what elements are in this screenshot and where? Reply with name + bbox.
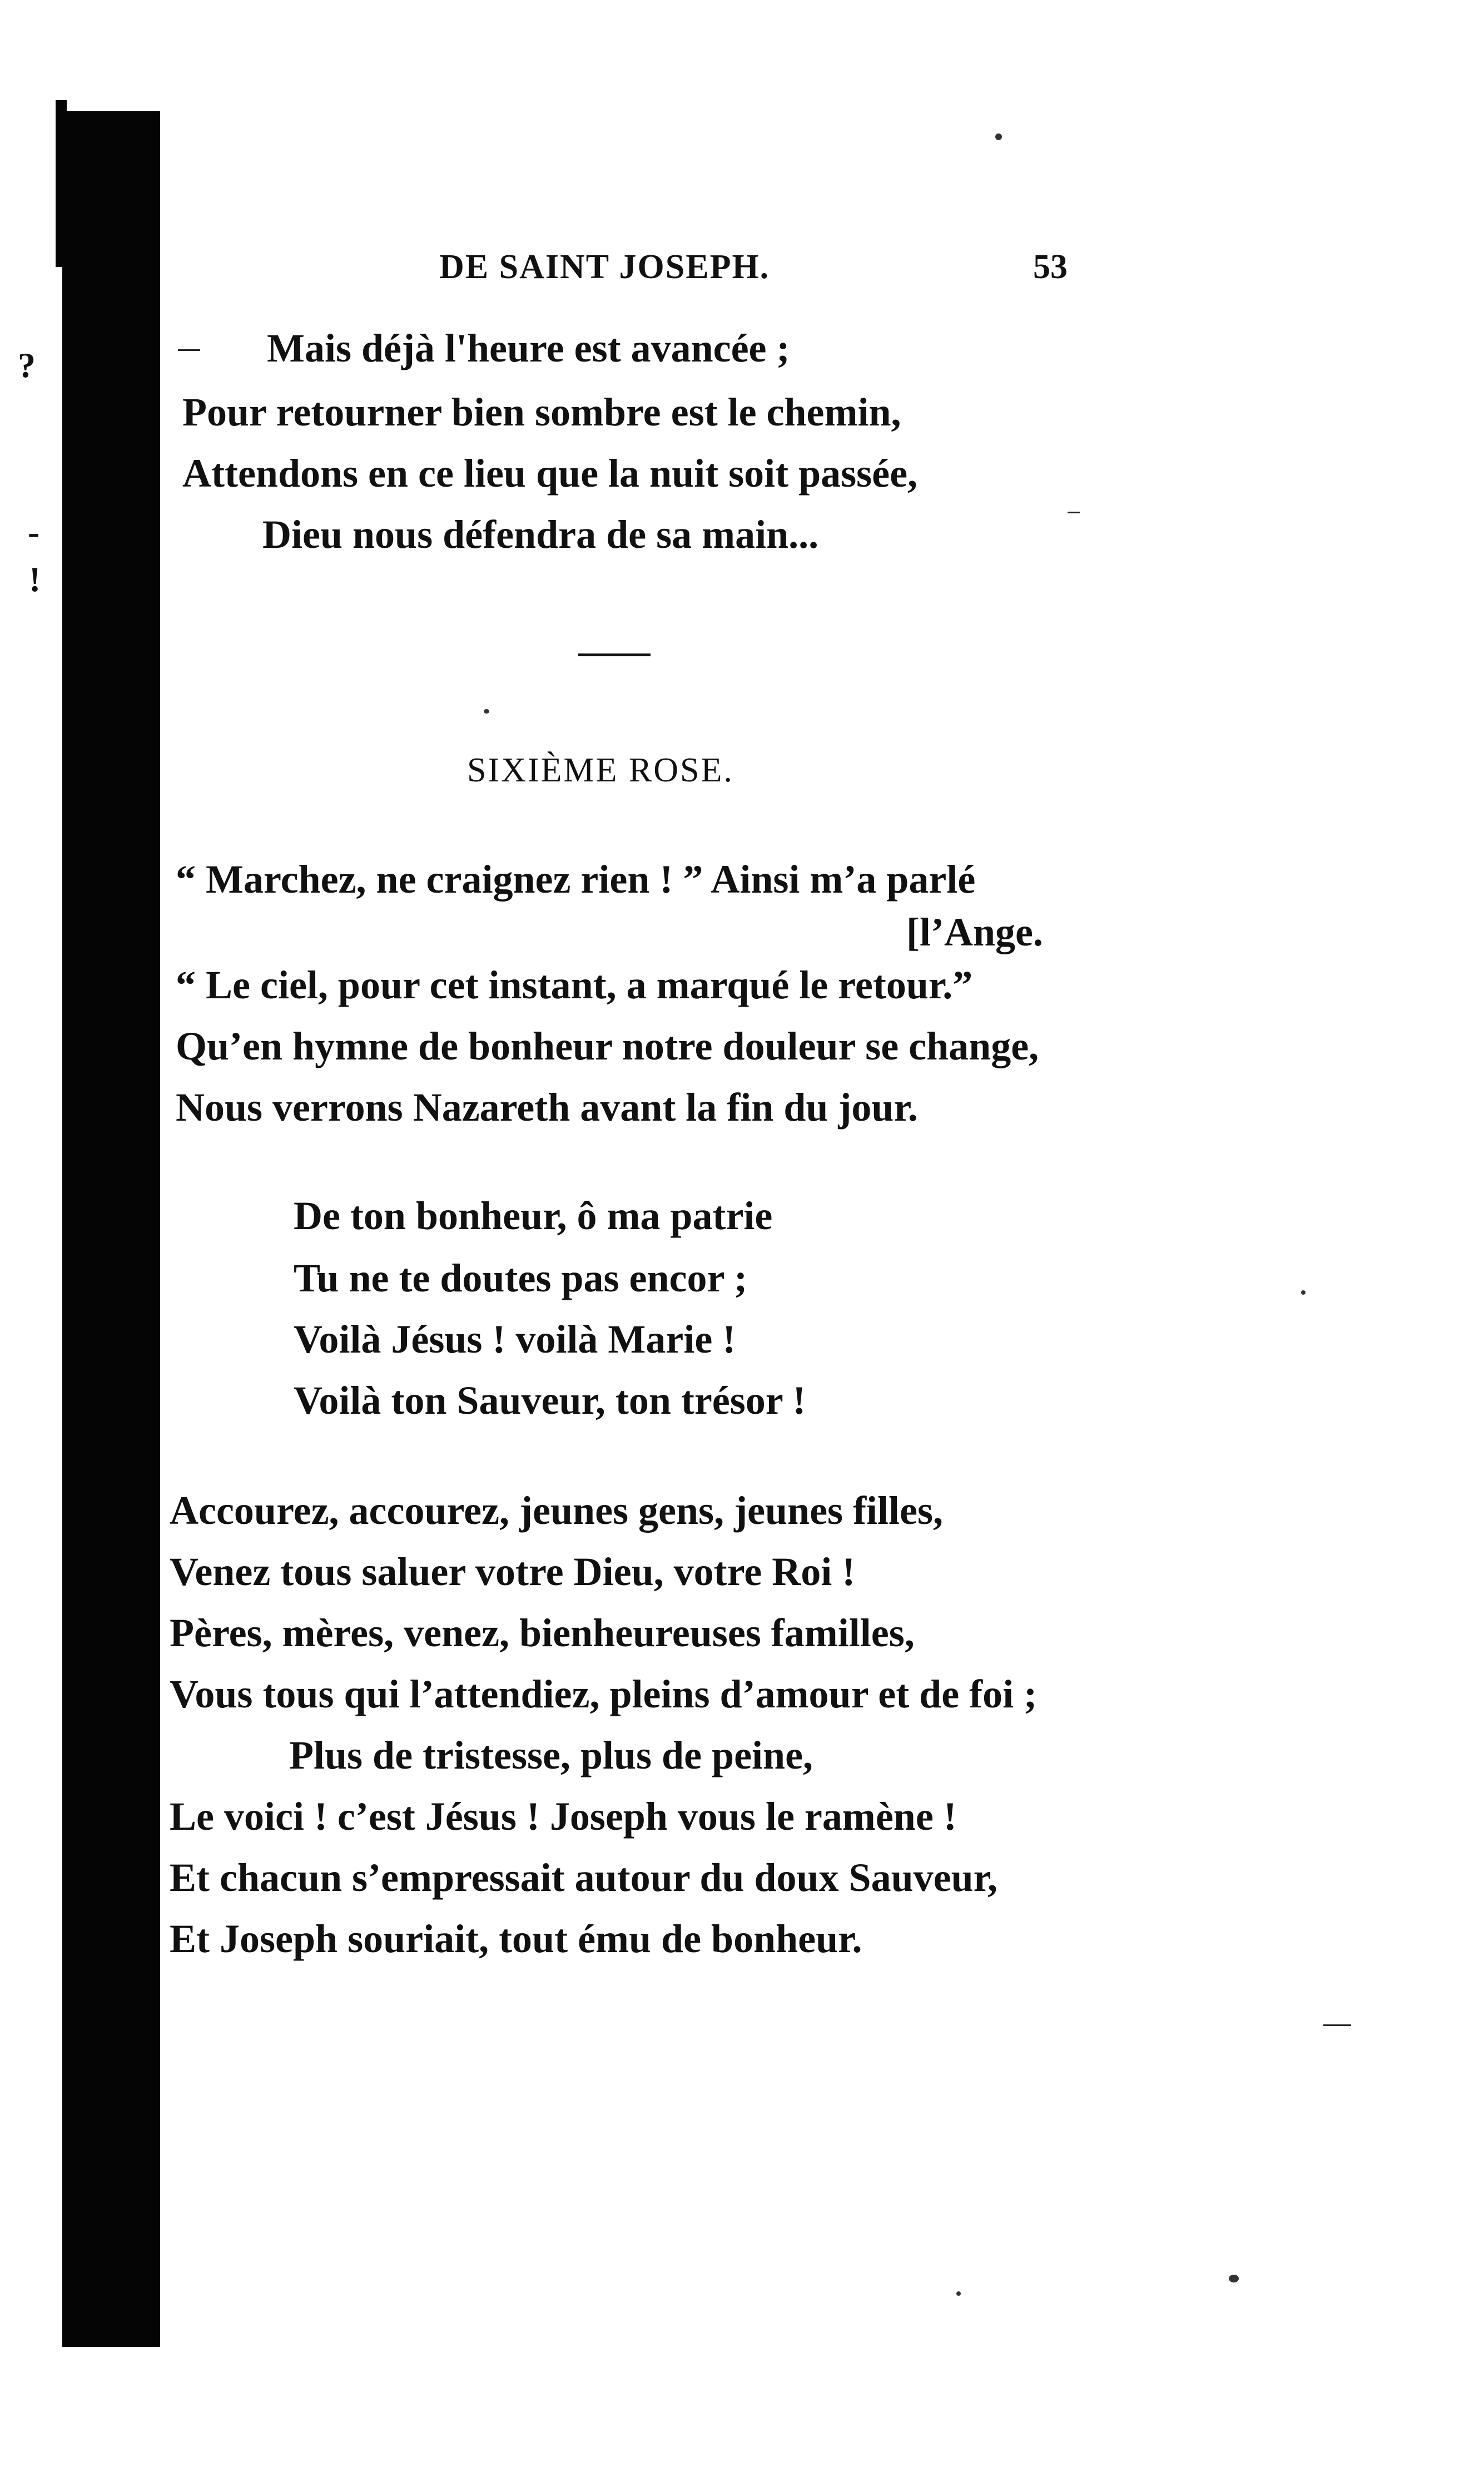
page-binding-shadow xyxy=(62,111,160,2347)
verse-line: Dieu nous défendra de sa main... xyxy=(262,512,819,557)
verse-line: De ton bonheur, ô ma patrie xyxy=(294,1194,773,1238)
running-title: DE SAINT JOSEPH. xyxy=(439,248,770,286)
verse-line: Venez tous saluer votre Dieu, votre Roi ! xyxy=(170,1549,856,1594)
ink-speck xyxy=(1301,1290,1306,1295)
ink-speck xyxy=(1229,2275,1239,2282)
verse-line: Qu’en hymne de bonheur notre douleur se change, xyxy=(176,1024,1039,1068)
ink-speck xyxy=(995,133,1002,140)
page-number: 53 xyxy=(1033,248,1068,286)
verse-line: Plus de tristesse, plus de peine, xyxy=(289,1733,813,1777)
margin-mark-dash: - xyxy=(28,512,40,552)
section-divider xyxy=(578,653,651,656)
ink-speck xyxy=(956,2291,961,2296)
margin-dash xyxy=(1068,512,1080,513)
verse-line: “ Marchez, ne craignez rien ! ” Ainsi m’a parlé xyxy=(176,857,976,902)
margin-mark-question: ? xyxy=(18,345,36,385)
verse-line: Nous verrons Nazareth avant la fin du jour. xyxy=(176,1085,918,1130)
page-header xyxy=(0,247,1484,292)
verse-line: Et Joseph souriait, tout ému de bonheur. xyxy=(170,1917,862,1961)
margin-dash xyxy=(1323,2024,1351,2026)
margin-dash xyxy=(178,349,200,351)
verse-line: “ Le ciel, pour cet instant, a marqué le retour.” xyxy=(176,963,973,1007)
verse-line: Attendons en ce lieu que la nuit soit passée, xyxy=(182,451,918,496)
verse-line: Pour retourner bien sombre est le chemin, xyxy=(182,390,901,434)
verse-line: Voilà Jésus ! voilà Marie ! xyxy=(294,1317,736,1361)
verse-line: Et chacun s’empressait autour du doux Sauveur, xyxy=(170,1855,997,1900)
section-title: SIXIÈME ROSE. xyxy=(467,751,734,789)
verse-line-continuation: [l’Ange. xyxy=(906,910,1043,954)
verse-line: Tu ne te doutes pas encor ; xyxy=(294,1256,748,1300)
verse-line: Vous tous qui l’attendiez, pleins d’amour et de foi ; xyxy=(170,1672,1038,1716)
verse-line: Accourez, accourez, jeunes gens, jeunes filles, xyxy=(170,1488,944,1533)
verse-line: Le voici ! c’est Jésus ! Joseph vous le ramène ! xyxy=(170,1794,957,1839)
margin-mark-exclamation: ! xyxy=(29,559,41,599)
verse-line: Voilà ton Sauveur, ton trésor ! xyxy=(294,1378,806,1423)
ink-speck xyxy=(484,709,489,714)
verse-line: Mais déjà l'heure est avancée ; xyxy=(267,326,790,370)
verse-line: Pères, mères, venez, bienheureuses familles, xyxy=(170,1611,915,1655)
